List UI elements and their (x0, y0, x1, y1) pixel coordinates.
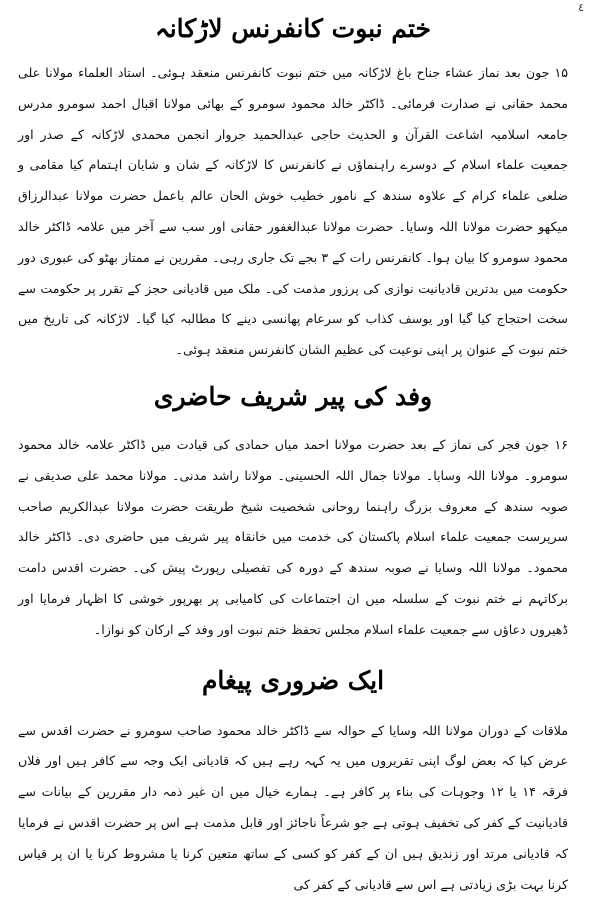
section-heading: ختم نبوت کانفرنس لاڑکانہ (155, 14, 431, 43)
paragraph-text: ملاقات کے دوران مولانا اللہ وسایا کے حوالہ سے ڈاکٹر خالد محمود صاحب سومرو نے حضرت اقدس سے عرض کیا کہ بعض لوگ اپنی تقریروں میں یہ کہہ رہے ہیں کہ قادیانی ایک وجہ سے کافر ہیں اور فلاں فرقہ ۱۴ یا ۱۲ وجوہات کی بناء پر کافر ہے۔ ہمارے خیال میں ان غیر ذمہ دار مقررین کے بیانات سے قادیانیت کے کفر کی تخفیف ہوتی ہے جو شرعاً ناجائز اور قابل مذمت ہے اس پر حضرت اقدس نے فرمایا کہ قادیانی مرتد اور زندیق ہیں ان کے کفر کو کسی کے ساتھ متعین کرنا یا مشروط کرنا یا ان پر قیاس کرنا بہت بڑی زیادتی ہے اس سے قادیانی کے کفر کی (18, 722, 568, 892)
paragraph-text: ۱۵ جون بعد نماز عشاء جناح باغ لاڑکانہ میں ختم نبوت کانفرنس منعقد ہوئی۔ استاد العلماء مولانا علی محمد حقانی نے صدارت فرمائی۔ ڈاکٹر خالد محمود سومرو کے بھائی مولانا اقبال احمد سومرو مدرس جامعہ اسلامیہ اشاعت القرآن و الحدیث حاجی عبدالحمید جروار انجمن محمدی لاڑکانہ کے صدر اور جمعیت علماء اسلام کے دوسرے راہنماؤں نے کانفرنس کا لاڑکانہ کے شان و شایان اہتمام کیا مقامی و ضلعی علماء کرام کے علاوہ سندھ کے نامور خطیب خوش الحان عالم باعمل حضرت مولانا عبدالرزاق میکھو حضرت مولانا اللہ وسایا۔ حضرت مولانا عبدالغفور حقانی اور سب سے آخر میں علامہ ڈاکٹر خالد محمود سومرو کا بیان ہوا۔ کانفرنس رات کے ۳ بجے تک جاری رہی۔ مقررین نے ممتاز بھٹو کی عبوری دور حکومت میں بدترین قادیانیت نوازی کی پرزور مذمت کی۔ ملک میں قادیانی حجز کے تقرر پر حکومت سے سخت احتجاج کیا گیا اور یوسف کذاب کو سرعام پھانسی دینے کا مطالبہ کیا گیا۔ لاڑکانہ کی تاریخ میں ختم نبوت کے عنوان پر اپنی نوعیت کی عظیم الشان کانفرنس منعقد ہوئی۔ (18, 65, 569, 358)
section-delegation-visit (18, 380, 568, 646)
section-heading: ایک ضروری پیغام (201, 665, 385, 695)
section-khatm-e-nabuwwat-conference (18, 0, 568, 366)
section-important-message (18, 664, 568, 900)
section-heading: وفد کی پیر شریف حاضری (153, 381, 433, 411)
section-paragraph (18, 58, 568, 366)
paragraph-text: ۱۶ جون فجر کی نماز کے بعد حضرت مولانا احمد میاں حمادی کی قیادت میں ڈاکٹر علامہ خالد محمود سومرو۔ مولانا اللہ وسایا۔ مولانا جمال اللہ الحسینی۔ مولانا راشد مدنی۔ مولانا محمد علی صدیقی نے صوبہ سندھ کے معروف بزرگ راہنما روحانی شخصیت شیخ طریقت حضرت مولانا عبدالکریم صاحب سرپرست جمعیت علماء اسلام پاکستان کی خدمت میں خانقاہ پیر شریف میں حاضری دی۔ ڈاکٹر خالد محمود۔ مولانا اللہ وسایا نے صوبہ سندھ کے دورہ کی تفصیلی رپورٹ پیش کی۔ حضرت اقدس دامت برکاتہم نے ختم نبوت کے سلسلہ میں ان اجتماعات کی کامیابی پر بھرپور خوشی کا اظہار فرمایا اور ڈھیروں دعاؤں سے جمعیت علماء اسلام مجلس تحفظ ختم نبوت اور وفد کے ارکان کو نوازا۔ (18, 436, 568, 637)
page-corner-mark: ٤ (578, 1, 584, 14)
section-paragraph (18, 430, 568, 646)
section-paragraph (18, 716, 568, 900)
